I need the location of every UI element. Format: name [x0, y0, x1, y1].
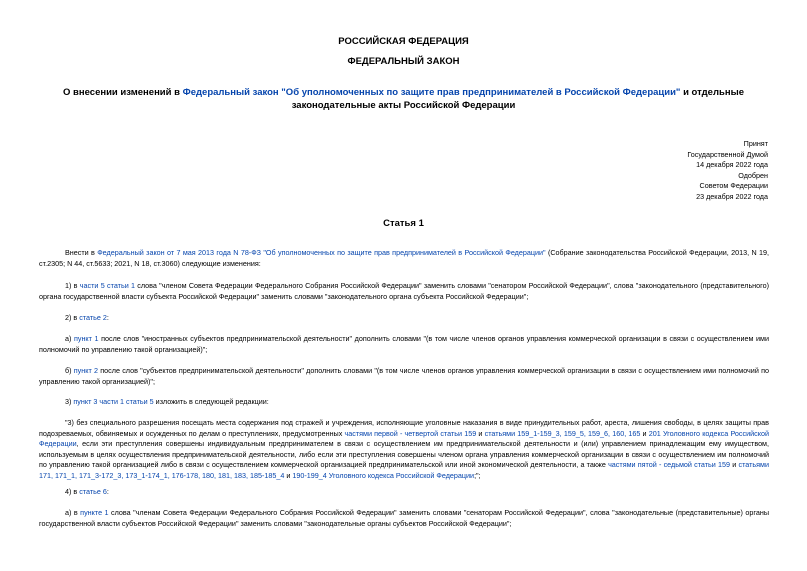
title-suffix: и отдельные законодательные акты Российской Федерации — [291, 87, 744, 111]
text: Внести в — [65, 248, 98, 257]
text: : — [106, 313, 109, 322]
paragraph-item-4 — [39, 487, 769, 498]
paragraph-item-2a — [39, 334, 769, 355]
acceptance-line: 23 декабря 2022 года — [696, 191, 768, 201]
paragraph-item-3 — [39, 397, 769, 408]
text: "3) без специального разрешения посещать места содержания под стражей и учреждения, исполняющие уголовные наказания в виде принудительных работ, ареста, лишения свободы, в целях защиты прав подозреваемых, обвиняемых и осужденных по делам о преступлениях, предусмотренных — [39, 418, 769, 438]
paragraph-item-2 — [39, 313, 769, 324]
code-link[interactable]: 190-199_4 Уголовного кодекса Российской Федерации — [292, 470, 475, 480]
text: а) в — [65, 508, 81, 517]
text: ;"; — [474, 470, 481, 480]
acceptance-line: Одобрен — [738, 170, 768, 180]
text: 1) в — [65, 281, 80, 290]
article-link[interactable]: пункте 1 — [80, 508, 109, 517]
article-link[interactable]: пункт 3 части 1 статьи 5 — [73, 397, 154, 406]
code-link[interactable]: статьями 159_1-159_3, 159_5, 159_6, 160, 165 — [484, 428, 641, 438]
code-link[interactable]: 201 Уголовного кодекса Российской Федерации — [39, 428, 769, 448]
text: а) — [65, 334, 74, 343]
code-link[interactable]: статьями 171, 171_1, 171_3-172_3, 173_1-174_1, 176-178, 180, 181, 183, 185-185_4 — [39, 460, 770, 480]
text: , если эти преступления совершены индивидуальным предпринимателем в связи с осуществлением им предпринимательской деятельности и (или) управлением принадлежащим ему имуществом, используемым в целях осуществления предпринимательской деятельности, либо если эти преступления совершены членом органа управления коммерческой организации в связи с осуществлением им полномочий по управлению такой организацией либо в связи с осуществлением коммерческой организацией предпринимательской или иной экономической деятельности, а также — [39, 439, 769, 469]
country-heading: РОССИЙСКАЯ ФЕДЕРАЦИЯ — [338, 36, 469, 47]
text: 4) в — [65, 487, 80, 496]
paragraph-item-4a — [39, 508, 769, 529]
acceptance-line: 14 декабря 2022 года — [696, 160, 768, 170]
paragraph-intro — [39, 248, 769, 269]
acceptance-line: Принят — [743, 139, 768, 148]
law-link[interactable]: Федеральный закон от 7 мая 2013 года N 78-ФЗ "Об уполномоченных по защите прав предпринимателей в Российской Федерации" — [97, 248, 546, 257]
text: и — [730, 460, 739, 469]
article-link[interactable]: части 5 статьи 1 — [79, 281, 135, 290]
paragraph-item-2b — [39, 366, 769, 387]
title-prefix: О внесении изменений в — [63, 87, 183, 98]
text: после слов "иностранных субъектов предпринимательской деятельности" дополнить словами "(в том числе членов органов управления коммерческой организации в связи с осуществлением ими полномочий по управлению такой организацией)"; — [39, 334, 769, 354]
acceptance-block — [687, 139, 768, 203]
paragraph-quote — [39, 418, 769, 481]
title-law-link[interactable]: Федеральный закон "Об уполномоченных по защите прав предпринимателей в Российской Федерации" — [182, 87, 681, 98]
text: изложить в следующей редакции: — [153, 397, 269, 406]
article-link[interactable]: статье 6 — [79, 487, 107, 496]
doc-type-heading: ФЕДЕРАЛЬНЫЙ ЗАКОН — [347, 56, 460, 67]
acceptance-line: Советом Федерации — [699, 181, 768, 191]
text: : — [106, 487, 109, 496]
text: слова "членом Совета Федерации Федерального Собрания Российской Федерации" заменить словами "сенатором Российской Федерации", слова "законодательного (представительного) органа государственной власти субъекта Российской Федерации" заменить словами "законодательного органа субъекта Российской Федерации"; — [39, 281, 770, 301]
text: 2) в — [65, 313, 80, 322]
acceptance-line: Государственной Думой — [687, 149, 768, 159]
text: и — [476, 428, 485, 438]
code-link[interactable]: частями первой - четвертой статьи 159 — [344, 428, 477, 438]
text: 3) — [65, 397, 74, 406]
text: (Собрание законодательства Российской Федерации, 2013, N 19, ст.2305; N 44, ст.5633; 2021, N 18, ст.3060) следующие изменения: — [39, 248, 770, 268]
law-title — [40, 86, 767, 112]
article-link[interactable]: статье 2 — [79, 313, 107, 322]
text: и — [284, 470, 293, 480]
code-link[interactable]: частями пятой - седьмой статьи 159 — [608, 460, 731, 469]
text: после слов "субъектов предпринимательской деятельности" дополнить словами "(в том числе членов органов управления коммерческой организации в связи с осуществлением ими полномочий по управлению такой организацией)"; — [39, 366, 769, 386]
text: слова "членам Совета Федерации Федерального Собрания Российской Федерации" заменить словами "сенаторам Российской Федерации", слова "законодательные (представительные) органы государственной власти субъектов Российской Федерации" заменить словами "законодательные органы субъектов Российской Федерации"; — [39, 508, 770, 528]
article-heading: Статья 1 — [383, 218, 424, 229]
paragraph-item-1 — [39, 281, 769, 302]
text: б) — [65, 366, 74, 375]
article-link[interactable]: пункт 1 — [73, 334, 99, 343]
article-link[interactable]: пункт 2 — [73, 366, 99, 375]
text: и — [640, 428, 649, 438]
